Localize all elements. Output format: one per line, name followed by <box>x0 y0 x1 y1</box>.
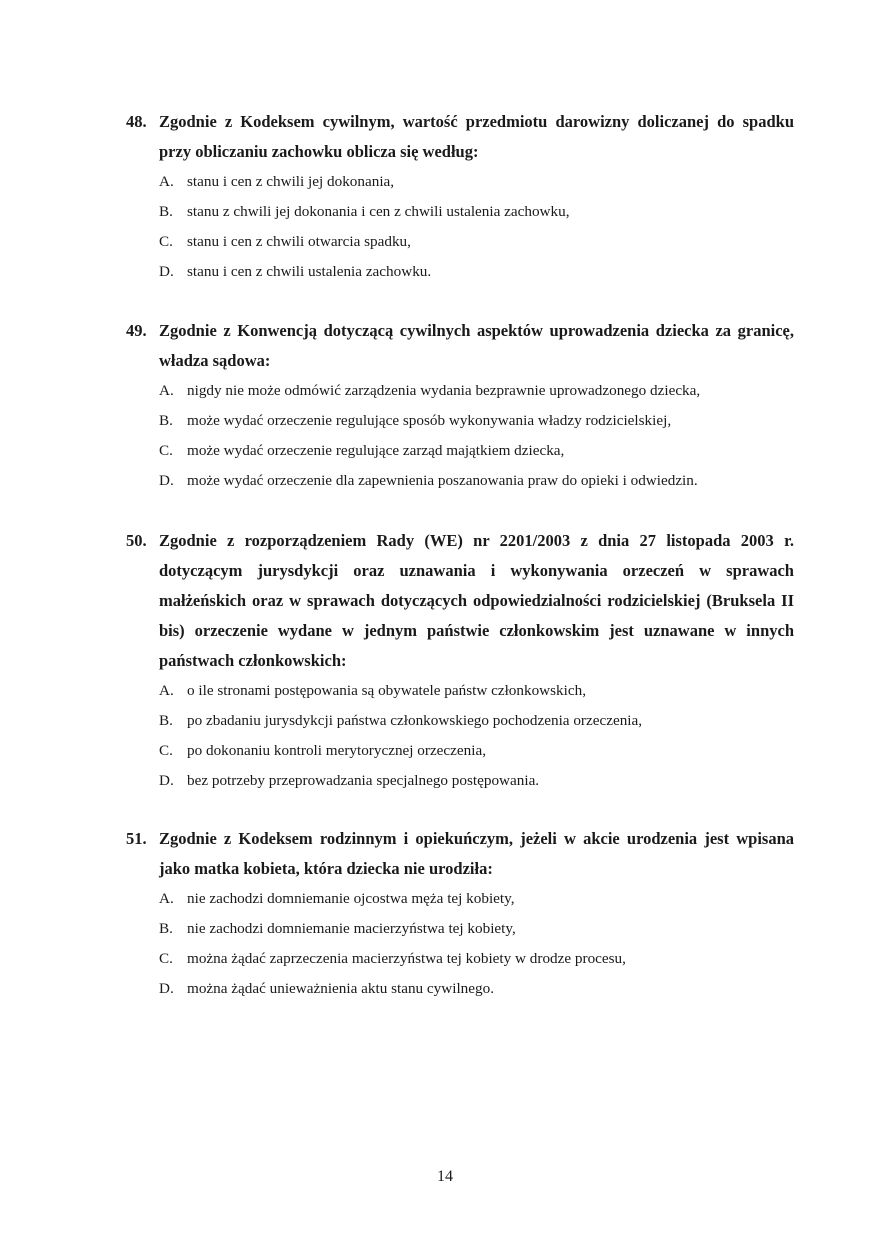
option-letter: C. <box>159 742 173 759</box>
question-stem: Zgodnie z Konwencją dotyczącą cywilnych aspektów uprowadzenia dziecka za granicę, władza sądowa: <box>159 321 794 370</box>
option-c <box>126 736 794 766</box>
question-stem: Zgodnie z rozporządzeniem Rady (WE) nr 2201/2003 z dnia 27 listopada 2003 r. dotyczącym jurysdykcji oraz uznawania i wykonywania orzeczeń w sprawach małżeńskich oraz w sprawach dotyczących odpowiedzialności rodzicielskiej (Bruksela II bis) orzeczenie wydane w jednym państwie członkowskim jest uznawane w innych państwach członkowskich: <box>159 531 794 670</box>
option-letter: A. <box>159 682 174 699</box>
option-b <box>126 406 794 436</box>
question-header <box>126 824 794 884</box>
option-text: stanu i cen z chwili otwarcia spadku, <box>187 233 411 250</box>
question-header <box>126 526 794 676</box>
option-c <box>126 227 794 257</box>
option-a <box>126 376 794 406</box>
option-letter: D. <box>159 472 174 489</box>
option-text: bez potrzeby przeprowadzania specjalnego postępowania. <box>187 772 540 789</box>
answer-options <box>126 167 794 287</box>
option-letter: D. <box>159 980 174 997</box>
option-text: stanu z chwili jej dokonania i cen z chwili ustalenia zachowku, <box>187 203 570 220</box>
question-stem: Zgodnie z Kodeksem cywilnym, wartość przedmiotu darowizny doliczanej do spadku przy obliczaniu zachowku oblicza się według: <box>159 112 794 161</box>
option-d <box>126 974 794 1004</box>
question-stem: Zgodnie z Kodeksem rodzinnym i opiekuńczym, jeżeli w akcie urodzenia jest wpisana jako matka kobieta, która dziecka nie urodziła: <box>159 829 794 878</box>
option-b <box>126 197 794 227</box>
option-c <box>126 436 794 466</box>
option-text: nigdy nie może odmówić zarządzenia wydania bezprawnie uprowadzonego dziecka, <box>187 382 701 399</box>
option-text: można żądać zaprzeczenia macierzyństwa tej kobiety w drodze procesu, <box>187 950 626 967</box>
question-51 <box>126 824 794 1004</box>
option-text: można żądać unieważnienia aktu stanu cywilnego. <box>187 980 494 997</box>
option-a <box>126 167 794 197</box>
option-letter: B. <box>159 920 173 937</box>
option-text: nie zachodzi domniemanie macierzyństwa tej kobiety, <box>187 920 516 937</box>
option-letter: C. <box>159 442 173 459</box>
option-d <box>126 466 794 496</box>
option-letter: C. <box>159 233 173 250</box>
option-letter: B. <box>159 203 173 220</box>
question-49 <box>126 316 794 496</box>
answer-options <box>126 376 794 496</box>
option-letter: B. <box>159 412 173 429</box>
option-text: może wydać orzeczenie regulujące zarząd majątkiem dziecka, <box>187 442 565 459</box>
question-number: 50. <box>126 531 147 550</box>
option-letter: A. <box>159 173 174 190</box>
question-48 <box>126 107 794 287</box>
option-letter: D. <box>159 772 174 789</box>
option-d <box>126 766 794 796</box>
option-c <box>126 944 794 974</box>
option-text: może wydać orzeczenie dla zapewnienia poszanowania praw do opieki i odwiedzin. <box>187 472 698 489</box>
question-number: 48. <box>126 112 147 131</box>
option-text: po zbadaniu jurysdykcji państwa członkowskiego pochodzenia orzeczenia, <box>187 712 643 729</box>
question-header <box>126 107 794 167</box>
option-text: o ile stronami postępowania są obywatele państw członkowskich, <box>187 682 586 699</box>
option-d <box>126 257 794 287</box>
answer-options <box>126 676 794 796</box>
option-text: może wydać orzeczenie regulujące sposób wykonywania władzy rodzicielskiej, <box>187 412 672 429</box>
option-text: po dokonaniu kontroli merytorycznej orzeczenia, <box>187 742 486 759</box>
option-text: stanu i cen z chwili ustalenia zachowku. <box>187 263 432 280</box>
option-letter: A. <box>159 890 174 907</box>
option-b <box>126 914 794 944</box>
option-letter: A. <box>159 382 174 399</box>
question-number: 51. <box>126 829 147 848</box>
question-header <box>126 316 794 376</box>
page-number: 14 <box>437 1168 453 1185</box>
option-letter: C. <box>159 950 173 967</box>
answer-options <box>126 884 794 1004</box>
option-text: stanu i cen z chwili jej dokonania, <box>187 173 395 190</box>
question-number: 49. <box>126 321 147 340</box>
option-b <box>126 706 794 736</box>
option-letter: B. <box>159 712 173 729</box>
option-text: nie zachodzi domniemanie ojcostwa męża tej kobiety, <box>187 890 515 907</box>
question-50 <box>126 526 794 796</box>
option-a <box>126 884 794 914</box>
option-a <box>126 676 794 706</box>
option-letter: D. <box>159 263 174 280</box>
